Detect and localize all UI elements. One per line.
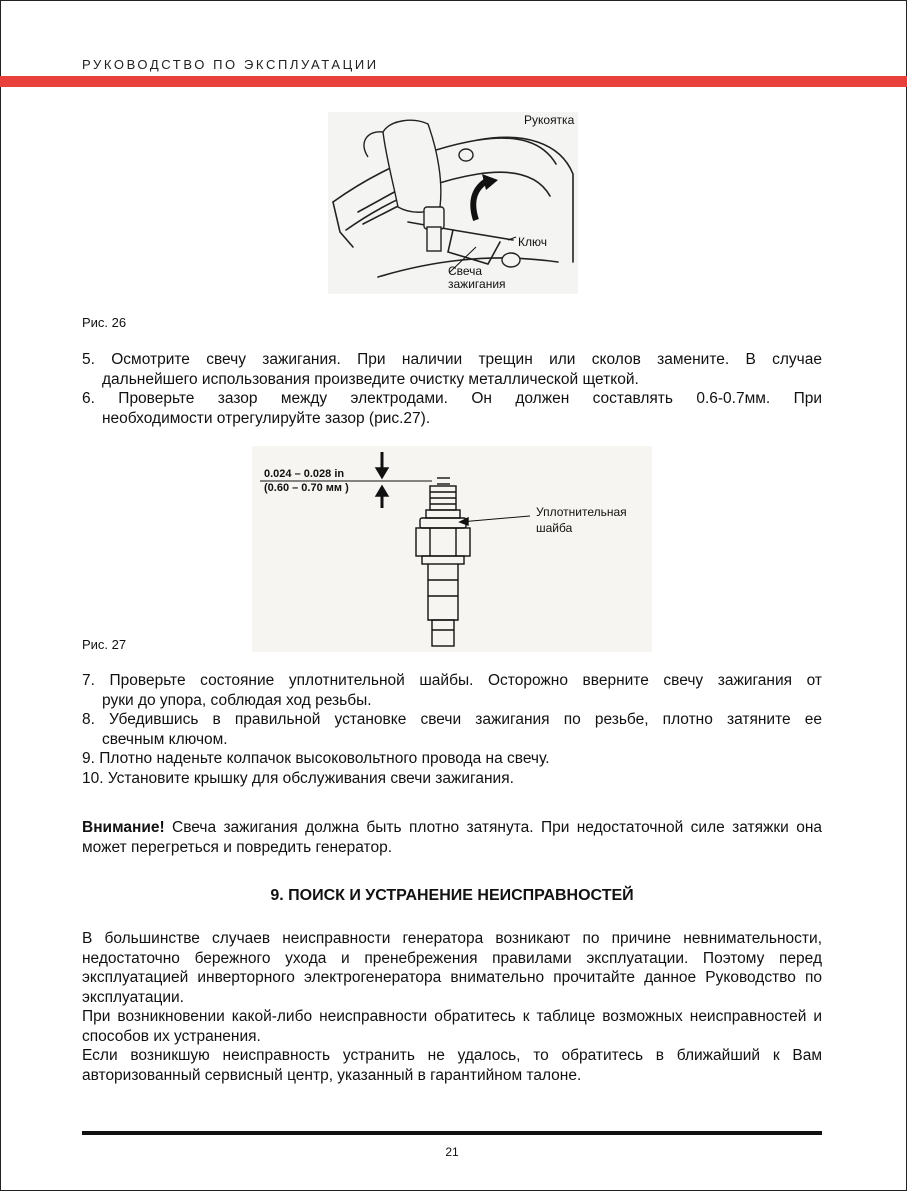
warning-text: Свеча зажигания должна быть плотно затянута. При недостаточной силе затяжки она может перегреться и повредить генератор. — [82, 819, 822, 856]
step-8: 8. Убедившись в правильной установке свечи зажигания по резьбе, плотно затяните ее свечным ключом. — [82, 711, 822, 748]
figure-27-illustration — [252, 446, 652, 652]
page-number: 21 — [445, 1145, 459, 1159]
figure-26-illustration — [328, 112, 578, 294]
label-plug-line2: зажигания — [448, 277, 506, 291]
label-washer-line1: Уплотнительная — [536, 505, 627, 519]
steps-5-6 — [82, 350, 822, 428]
steps-7-10 — [82, 671, 822, 788]
header-red-band — [0, 76, 907, 87]
section-paragraph-2: При возникновении какой-либо неисправности обратитесь к таблице возможных неисправностей и способов их устранения. — [82, 1008, 822, 1045]
step-5: 5. Осмотрите свечу зажигания. При наличии трещин или сколов замените. В случае дальнейшего использования произведите очистку металлической щеткой. — [82, 351, 822, 388]
step-9: 9. Плотно наденьте колпачок высоковольтного провода на свечу. — [82, 750, 550, 767]
step-10: 10. Установите крышку для обслуживания свечи зажигания. — [82, 769, 514, 787]
figure-26-caption: Рис. 26 — [82, 315, 127, 330]
gap-millimeters: (0.60 – 0.70 мм ) — [264, 482, 349, 494]
warning-note — [82, 818, 822, 857]
label-washer-line2: шайба — [536, 521, 573, 535]
warning-label: Внимание! — [82, 819, 165, 836]
gap-inches: 0.024 – 0.028 in — [264, 468, 345, 480]
section-paragraph-3: Если возникшую неисправность устранить не удалось, то обратитесь в ближайший к Вам авторизованный сервисный центр, указанный в гарантийном талоне. — [82, 1047, 822, 1084]
label-key: Ключ — [518, 235, 547, 249]
section-body — [82, 929, 822, 1085]
figure-27-caption: Рис. 27 — [82, 637, 127, 652]
footer-rule — [82, 1131, 822, 1135]
section-paragraph-1: В большинстве случаев неисправности генератора возникают по причине невнимательности, недостаточно бережного ухода и пренебрежения правилами эксплуатации. Поэтому перед эксплуатацией инверторного электрогенератора внимательно прочитайте данное Руководство по эксплуатации. — [82, 930, 822, 1006]
label-handle: Рукоятка — [524, 113, 575, 127]
step-7: 7. Проверьте состояние уплотнительной шайбы. Осторожно вверните свечу зажигания от руки до упора, соблюдая ход резьбы. — [82, 672, 822, 709]
label-plug-line1: Свеча — [448, 264, 483, 278]
section-title: 9. ПОИСК И УСТРАНЕНИЕ НЕИСПРАВНОСТЕЙ — [270, 887, 634, 904]
step-6: 6. Проверьте зазор между электродами. Он должен составлять 0.6-0.7мм. При необходимости отрегулируйте зазор (рис.27). — [82, 390, 822, 427]
running-header: РУКОВОДСТВО ПО ЭКСПЛУАТАЦИИ — [82, 57, 379, 72]
